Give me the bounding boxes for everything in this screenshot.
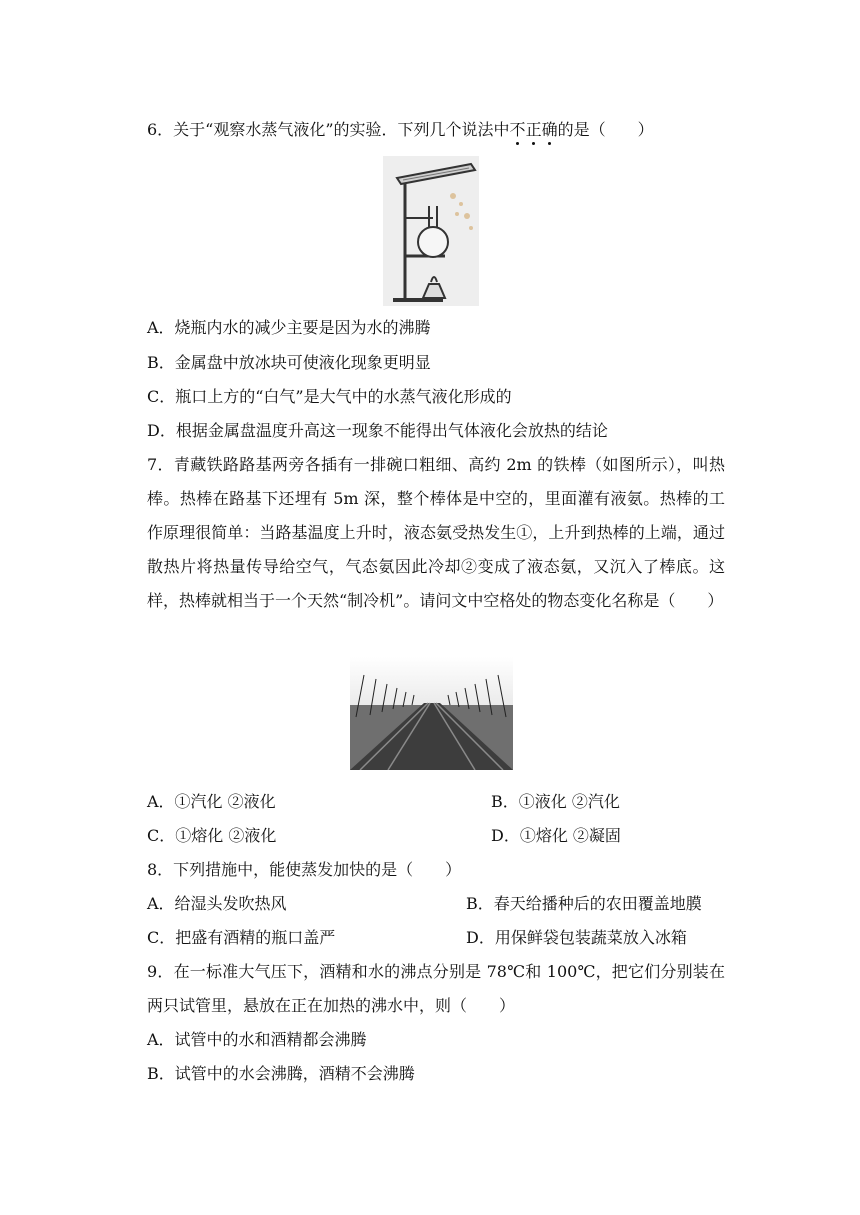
q6-stem-text: 6．关于“观察水蒸气液化”的实验．下列几个说法中 <box>147 120 510 139</box>
q6-apparatus-figure <box>383 156 479 306</box>
q6-stem-tail: 的是（ ） <box>557 120 654 139</box>
q7-option-b: B．①液化 ②汽化 <box>491 792 620 811</box>
q8-stem: 8．下列措施中，能使蒸发加快的是（ ） <box>147 860 462 879</box>
q8-option-c: C．把盛有酒精的瓶口盖严 <box>147 928 336 947</box>
q6-emphasis-char: 不 <box>509 120 526 139</box>
q9-option-b: B．试管中的水会沸腾，酒精不会沸腾 <box>147 1064 415 1083</box>
q8-option-a: A．给湿头发吹热风 <box>147 894 287 913</box>
q7-option-a: A．①汽化 ②液化 <box>147 792 276 811</box>
q6-stem <box>147 120 654 140</box>
q6-emphasis-char: 正 <box>525 120 542 139</box>
q6-option-d: D．根据金属盘温度升高这一现象不能得出气体液化会放热的结论 <box>147 421 608 440</box>
q6-option-a: A．烧瓶内水的减少主要是因为水的沸腾 <box>147 318 431 337</box>
q6-option-b: B．金属盘中放冰块可使液化现象更明显 <box>147 353 431 372</box>
q7-stem: 7．青藏铁路路基两旁各插有一排碗口粗细、高约 2m 的铁棒（如图所示），叫热棒。热棒在路基下还埋有 5m 深，整个棒体是中空的，里面灌有液氨。热棒的工作原理很简单：当路基温度上升时，液态氨受热发生①，上升到热棒的上端，通过散热片将热量传导给空气，气态氨因此冷却②变成了液态氨，又沉入了棒底。这样，热棒就相当于一个天然“制冷机”。请问文中空格处的物态变化名称是（ ） <box>147 455 725 610</box>
q8-option-b: B．春天给播种后的农田覆盖地膜 <box>466 894 702 913</box>
q7-option-c: C．①熔化 ②液化 <box>147 826 277 845</box>
q8-option-d: D．用保鲜袋包装蔬菜放入冰箱 <box>466 928 687 947</box>
q6-emphasis-char: 确 <box>541 120 558 139</box>
q7-option-d: D．①熔化 ②凝固 <box>491 826 621 845</box>
q7-railway-figure <box>350 657 513 770</box>
q6-option-c: C．瓶口上方的“白气”是大气中的水蒸气液化形成的 <box>147 387 512 406</box>
q9-stem: 9．在一标准大气压下，酒精和水的沸点分别是 78℃和 100℃，把它们分别装在两只试管里，悬放在正在加热的沸水中，则（ ） <box>147 962 725 1015</box>
q9-option-a: A．试管中的水和酒精都会沸腾 <box>147 1030 367 1049</box>
